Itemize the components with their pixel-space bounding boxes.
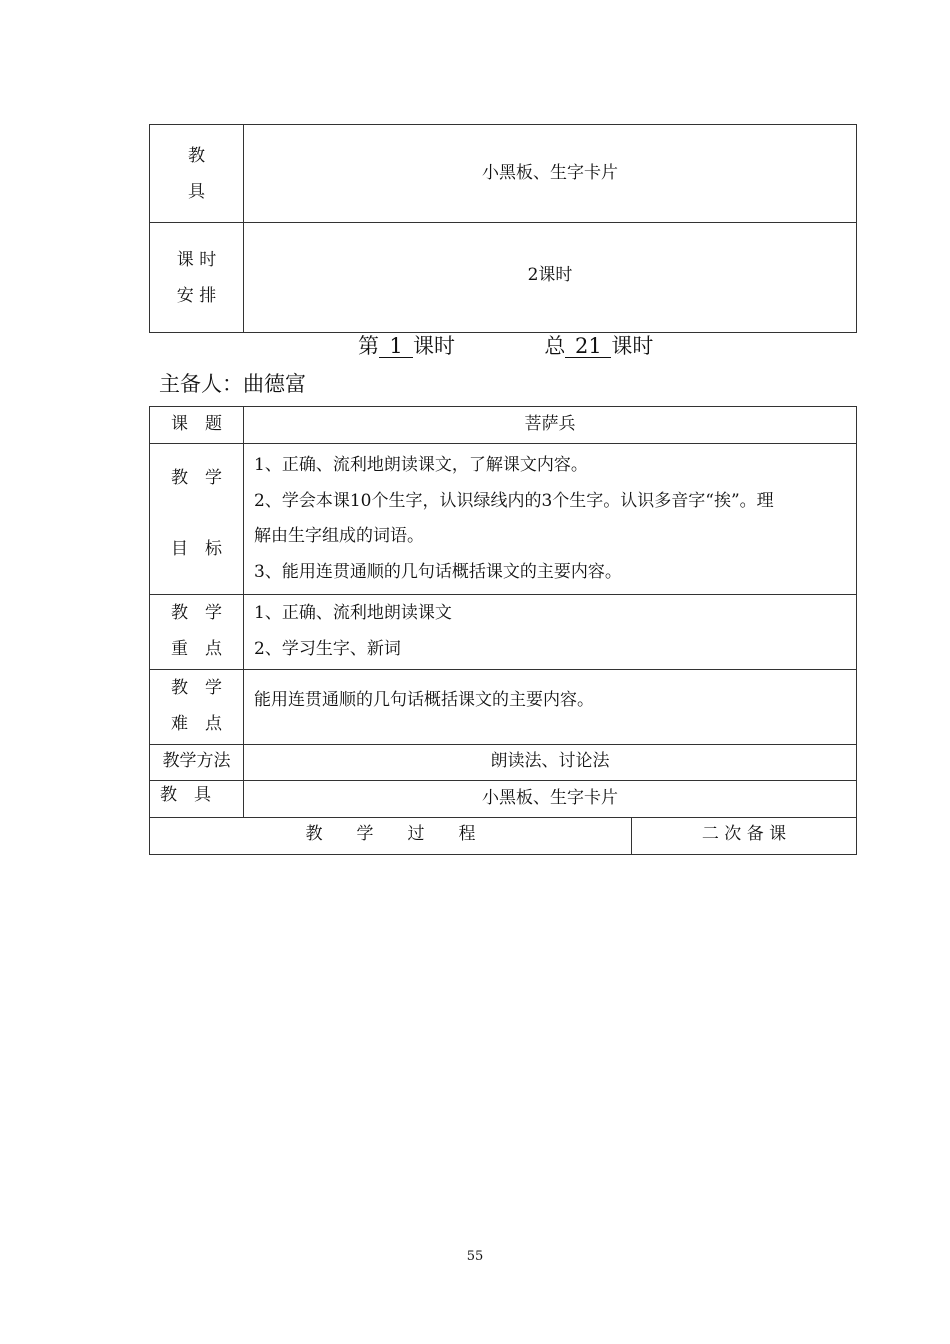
row-divider-1 [149, 443, 857, 444]
tools-label-line-1: 教 [188, 145, 205, 166]
key-point-2: 2、学习生字、新词 [254, 639, 401, 659]
tools-value: 小黑板、生字卡片 [482, 162, 618, 183]
method-value-cell [244, 745, 856, 771]
method-label: 教学方法 [162, 750, 231, 771]
diff-label-cell [150, 670, 243, 742]
schedule-value-cell [244, 223, 856, 321]
difficulty-text: 能用连贯通顺的几句话概括课文的主要内容。 [254, 690, 594, 710]
key-point-1: 1、正确、流利地朗读课文 [254, 603, 452, 623]
schedule-label-line-2: 安 排 [176, 285, 217, 306]
tools-label-line-2: 具 [188, 181, 205, 202]
second-prep-header-cell [632, 818, 856, 844]
topic-label: 课 题 [171, 413, 222, 434]
goal-line-4: 3、能用连贯通顺的几句话概括课文的主要内容。 [254, 561, 622, 582]
schedule-value: 2课时 [527, 264, 573, 285]
goal-line-2: 2、学会本课10个生字，认识绿线内的3个生字。认识多音字“挨”。理 [254, 490, 774, 511]
page-number: 55 [466, 1249, 484, 1264]
topic-value: 菩萨兵 [524, 413, 576, 434]
schedule-label-cell [150, 223, 243, 332]
tools-value-cell-2 [244, 781, 856, 809]
tools-value-2: 小黑板、生字卡片 [482, 787, 618, 808]
total-prefix: 总 [544, 334, 566, 358]
diff-label-2: 难 点 [171, 714, 222, 734]
tools-label: 教 具 [160, 785, 211, 805]
key-label-cell [150, 595, 243, 667]
total-unit: 课时 [611, 334, 654, 358]
process-header-cell [150, 818, 631, 844]
goals-list [254, 448, 854, 590]
key-points-cell [254, 595, 854, 667]
total-number: 21 [565, 335, 611, 358]
process-header: 教 学 过 程 [305, 823, 476, 844]
method-label-cell [150, 745, 243, 771]
second-prep-header: 二 次 备 课 [701, 823, 787, 844]
lesson-prefix: 第 [358, 334, 379, 358]
lesson-unit: 课时 [413, 334, 455, 358]
tools-value-cell [244, 125, 856, 215]
topic-label-cell [150, 407, 243, 435]
preparer: 主备人：曲德富 [159, 372, 306, 396]
topic-value-cell [244, 407, 856, 435]
tools-label-cell [150, 125, 243, 222]
lesson-number: 1 [379, 335, 413, 358]
goals-label-2: 目 标 [171, 539, 222, 559]
row-divider-3 [149, 669, 857, 670]
goal-line-3: 解由生字组成的词语。 [254, 526, 424, 546]
lesson-line [358, 333, 678, 361]
schedule-label-line-1: 课 时 [176, 249, 217, 270]
goal-line-1: 1、正确、流利地朗读课文，了解课文内容。 [254, 455, 588, 475]
key-label-2: 重 点 [171, 639, 222, 659]
key-label-1: 教 学 [171, 603, 222, 623]
method-value: 朗读法、讨论法 [490, 750, 610, 771]
goals-label-1: 教 学 [171, 468, 222, 488]
diff-label-1: 教 学 [171, 678, 222, 698]
